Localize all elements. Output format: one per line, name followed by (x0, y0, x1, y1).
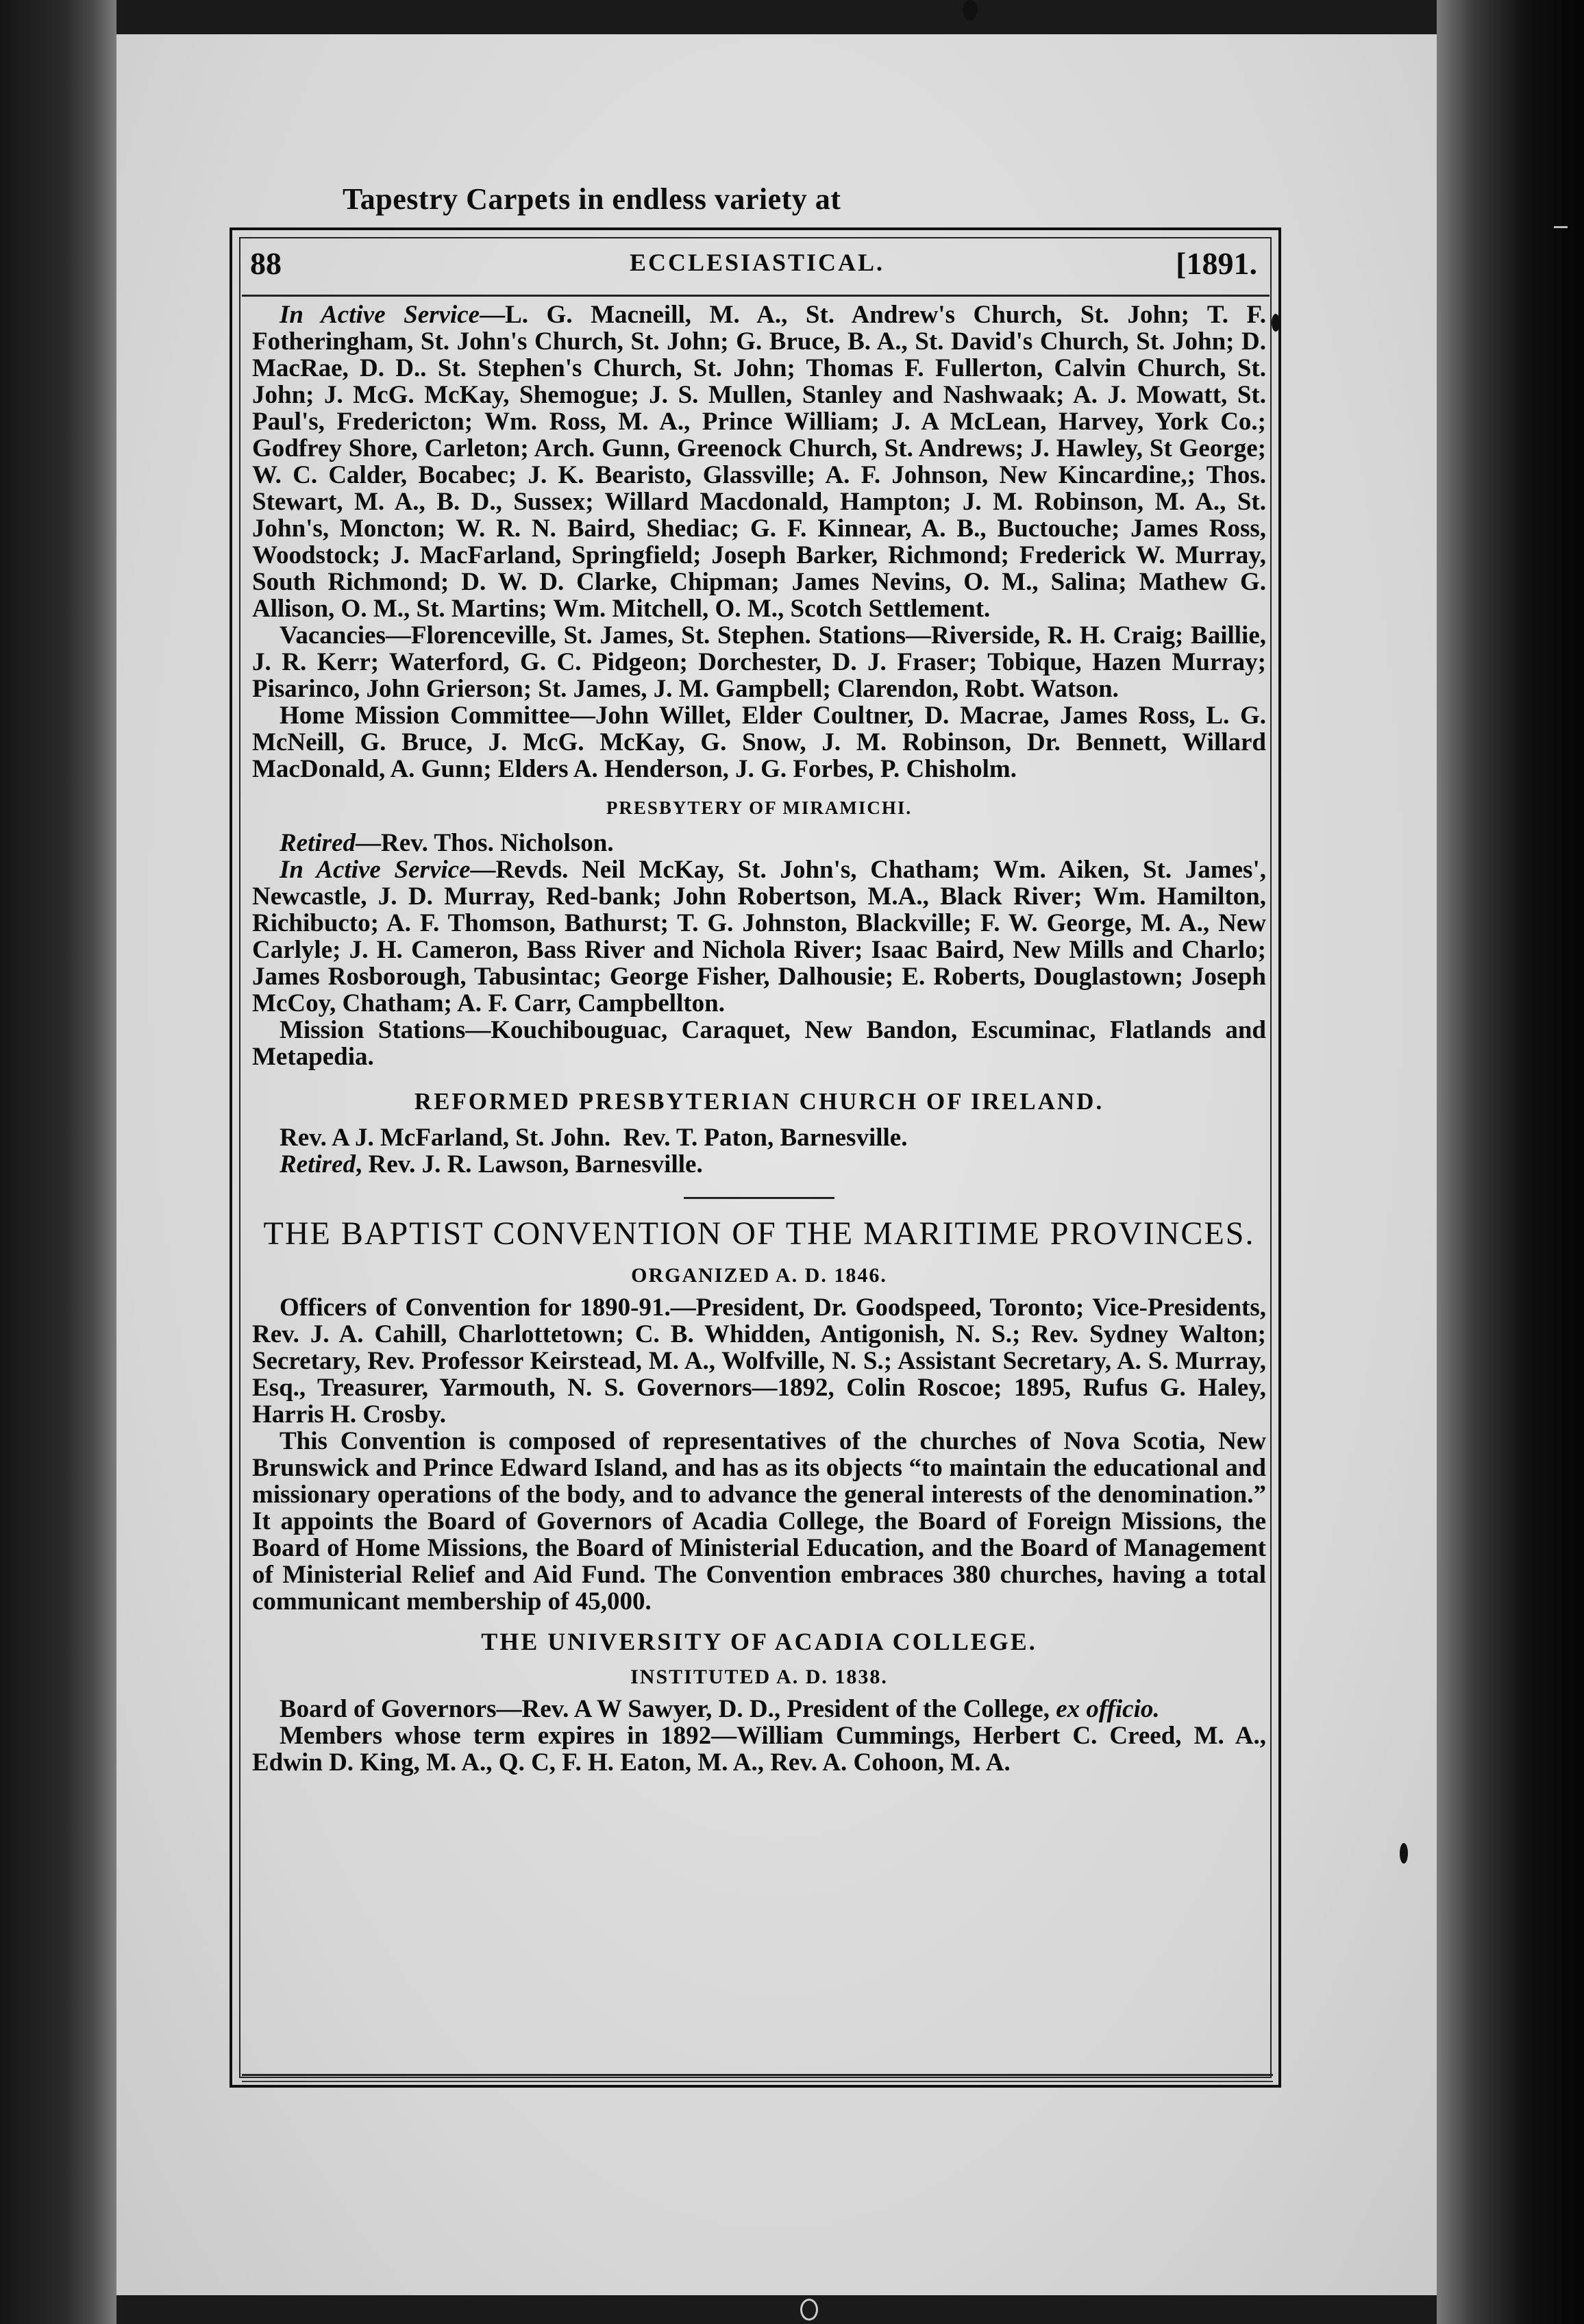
retired-paragraph (252, 830, 1266, 856)
active-service-text: —L. G. Macneill, M. A., St. Andrew's Church, St. John; T. F. Fotheringham, St. John's Church, St. John; G. Bruce, B. A., St. David's Church, St. John; D. MacRae, D. D.. St. Stephen's Church, St. John; Thomas F. Fullerton, Calvin Church, St. John; J. McG. McKay, Shemogue; J. S. Mullen, Stanley and Nashwaak; A. J. Mowatt, St. Paul's, Fredericton; Wm. Ross, M. A., Prince William; J. A McLean, Harvey, York Co.; Godfrey Shore, Carleton; Arch. Gunn, Greenock Church, St. Andrews; J. Hawley, St George; W. C. Calder, Bocabec; J. K. Bearisto, Glassville; A. F. Johnson, New Kincardine,; Thos. Stewart, M. A., B. D., Sussex; Willard Macdonald, Hampton; J. M. Robinson, M. A., St. John's, Moncton; W. R. N. Baird, Shediac; G. F. Kinnear, A. B., Buctouche; James Ross, Woodstock; J. MacFarland, Springfield; Joseph Barker, Richmond; Frederick W. Murray, South Richmond; D. W. D. Clarke, Chipman; James Nevins, O. M., Salina; Mathew G. Allison, O. M., St. Martins; Wm. Mitchell, O. M., Scotch Settlement. (252, 301, 1267, 623)
page-number: 88 (250, 246, 282, 281)
convention-paragraph: This Convention is composed of representatives of the churches of Nova Scotia, New Brunswick and Prince Edward Island, and has as its objects “to maintain the educational and missionary operations of the body, and to advance the general interests of the denomination.” It appoints the Board of Governors of Acadia College, the Board of Foreign Missions, the Board of Home Missions, the Board of Ministerial Education, and the Board of Management of Ministerial Relief and Aid Fund. The Convention embraces 380 churches, having a total communicant membership of 45,000. (252, 1427, 1266, 1616)
reformed-heading: REFORMED PRESBYTERIAN CHURCH OF IRELAND. (414, 1088, 1104, 1115)
section-divider (684, 1197, 834, 1199)
ink-spot (800, 2299, 818, 2321)
miramichi-active-label: In Active Service (280, 856, 471, 884)
miramichi-active-paragraph (252, 856, 1266, 1017)
scan-right-edge (1437, 0, 1584, 2324)
next-page-rule (1554, 226, 1568, 228)
reformed-retired-text: , Rev. J. R. Lawson, Barnesville. (355, 1150, 703, 1178)
active-service-label: In Active Service (280, 301, 480, 329)
folio-year: [1891. (1176, 246, 1257, 281)
acadia-instituted: INSTITUTED A. D. 1838. (630, 1666, 888, 1688)
miramichi-active-text: —Revds. Neil McKay, St. John's, Chatham; Wm. Aiken, St. James', Newcastle, J. D. Murray, Red-bank; John Robertson, M.A., Black River; Wm. Hamilton, Richibucto; A. F. Thomson, Bathurst; T. G. Johnston, Blackville; F. W. George, M. A., New Carlyle; J. H. Cameron, Bass River and Nichola River; Isaac Baird, New Mills and Charlo; James Rosborough, Tabusintac; George Fisher, Dalhousie; E. Roberts, Douglastown; Joseph McCoy, Chatham; A. F. Carr, Campbellton. (252, 856, 1266, 1017)
board-text: Board of Governors—Rev. A W Sawyer, D. D., President of the College, (280, 1695, 1056, 1723)
folio-rule (242, 295, 1270, 297)
vacancies-paragraph: Vacancies—Florenceville, St. James, St. Stephen. Stations—Riverside, R. H. Craig; Baillie, J. R. Kerr; Waterford, G. C. Pidgeon; Dorchester, D. J. Fraser; Tobique, Hazen Murray; Pisarinco, John Grierson; St. James, J. M. Gampbell; Clarendon, Robt. Watson. (252, 621, 1266, 703)
reformed-retired-line (252, 1151, 1266, 1178)
ink-spot (963, 0, 978, 21)
reformed-retired-label: Retired (280, 1150, 356, 1178)
board-paragraph (252, 1696, 1266, 1722)
running-head: Tapestry Carpets in endless variety at (343, 182, 841, 216)
retired-text: —Rev. Thos. Nicholson. (355, 829, 614, 857)
section-heading: ECCLESIASTICAL. (629, 249, 885, 276)
home-mission-paragraph: Home Mission Committee—John Willet, Elder Coultner, D. Macrae, James Ross, L. G. McNeill, G. Bruce, J. McG. McKay, G. Snow, J. M. Robinson, Dr. Bennett, Willard MacDonald, A. Gunn; Elders A. Henderson, J. G. Forbes, P. Chisholm. (252, 702, 1266, 783)
baptist-title: THE BAPTIST CONVENTION OF THE MARITIME PROVINCES. (263, 1215, 1255, 1252)
active-service-paragraph (252, 301, 1266, 622)
reformed-line: Rev. A J. McFarland, St. John. Rev. T. Paton, Barnesville. (280, 1124, 908, 1152)
board-ex-officio: ex officio. (1056, 1695, 1160, 1723)
retired-label: Retired (280, 829, 356, 857)
mission-stations-paragraph: Mission Stations—Kouchibouguac, Caraquet, New Bandon, Escuminac, Flatlands and Metapedia. (252, 1016, 1266, 1071)
ink-spot (1400, 1843, 1408, 1864)
scan-left-edge (0, 0, 116, 2324)
acadia-heading: THE UNIVERSITY OF ACADIA COLLEGE. (481, 1628, 1037, 1655)
miramichi-heading: PRESBYTERY OF MIRAMICHI. (606, 798, 913, 818)
page-content (252, 301, 1266, 1776)
folio-line (243, 245, 1271, 286)
bottom-rule (242, 2074, 1273, 2076)
baptist-organized: ORGANIZED A. D. 1846. (631, 1264, 887, 1287)
officers-paragraph: Officers of Convention for 1890-91.—President, Dr. Goodspeed, Toronto; Vice-Presidents, Rev. J. A. Cahill, Charlottetown; C. B. Whidden, Antigonish, N. S.; Rev. Sydney Walton; Secretary, Rev. Professor Keirstead, M. A., Wolfville, N. S.; Assistant Secretary, A. S. Murray, Esq., Treasurer, Yarmouth, N. S. Governors—1892, Colin Roscoe; 1895, Rufus G. Haley, Harris H. Crosby. (252, 1294, 1266, 1429)
bottom-rule-thin (242, 2081, 1273, 2082)
members-paragraph: Members whose term expires in 1892—William Cummings, Herbert C. Creed, M. A., Edwin D. King, M. A., Q. C, F. H. Eaton, M. A., Rev. A. Cohoon, M. A. (252, 1722, 1266, 1777)
